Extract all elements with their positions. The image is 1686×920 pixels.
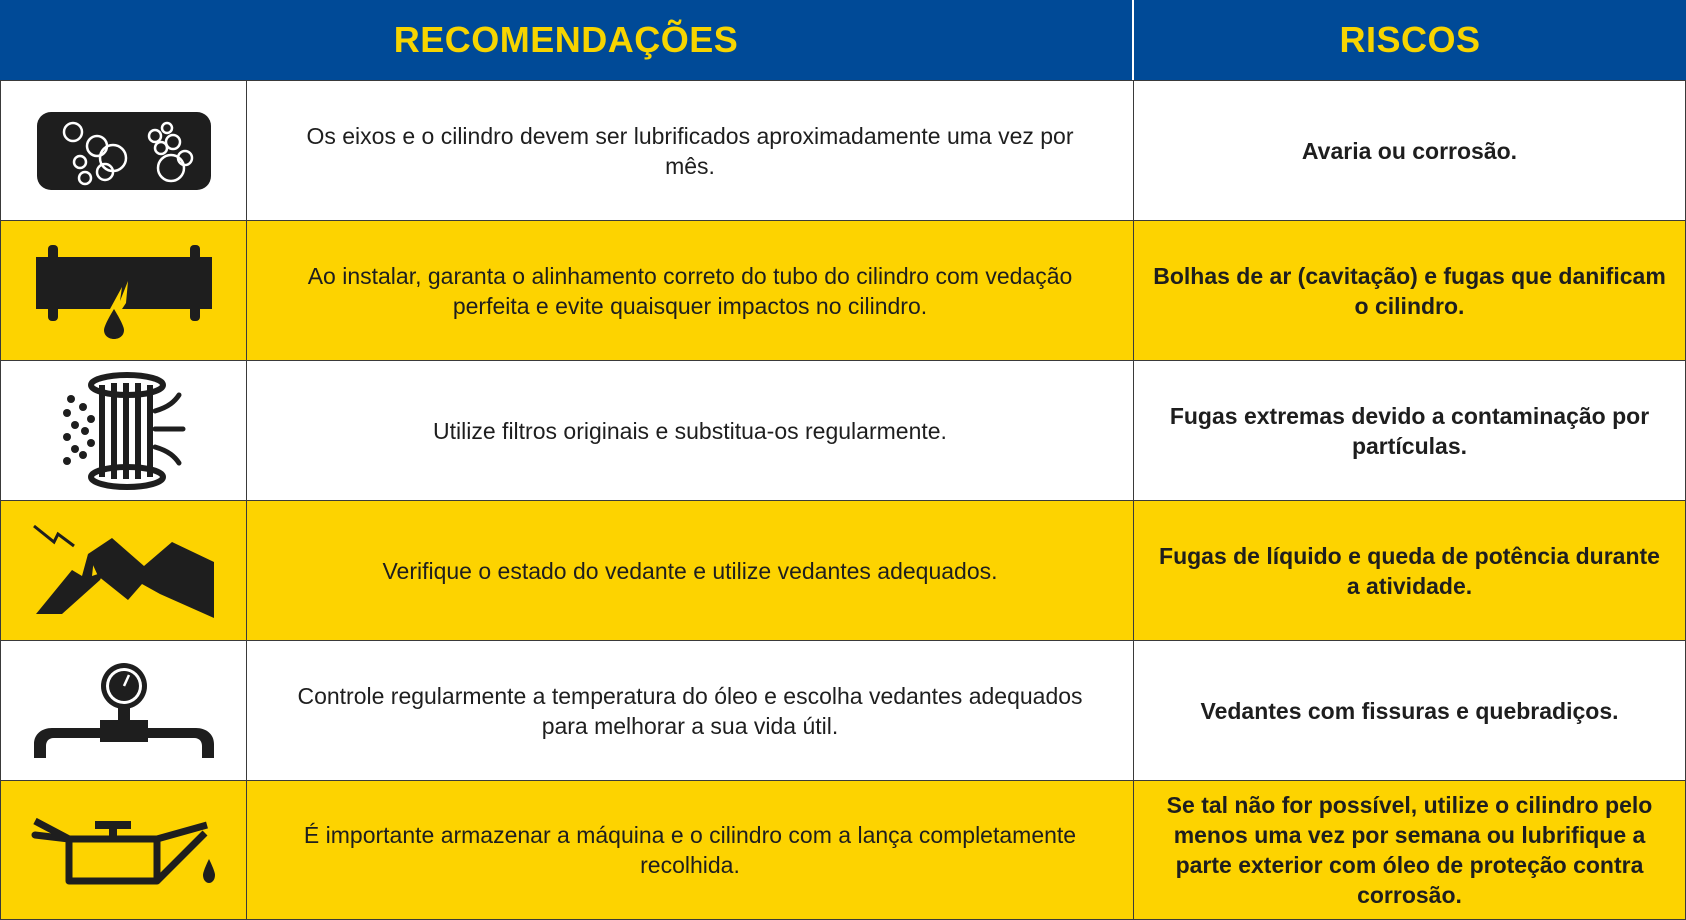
- risk-cell: Vedantes com fissuras e quebradiços.: [1134, 640, 1686, 780]
- risk-cell: Bolhas de ar (cavitação) e fugas que danificam o cilindro.: [1134, 220, 1686, 360]
- recommendation-cell: Os eixos e o cilindro devem ser lubrificados aproximadamente uma vez por mês.: [247, 80, 1134, 220]
- bubbles-icon: [35, 110, 213, 192]
- recommendation-cell: É importante armazenar a máquina e o cilindro com a lança completamente recolhida.: [247, 780, 1134, 920]
- leaking-pipe-icon: [32, 243, 216, 339]
- table-row-icon-cell: [0, 360, 247, 500]
- table-row-icon-cell: [0, 500, 247, 640]
- table-row-icon-cell: [0, 780, 247, 920]
- oil-can-icon: [29, 809, 219, 891]
- risk-cell: Se tal não for possível, utilize o cilindro pelo menos uma vez por semana ou lubrifique a parte exterior com óleo de proteção contra corrosão.: [1134, 780, 1686, 920]
- risk-cell: Fugas extremas devido a contaminação por partículas.: [1134, 360, 1686, 500]
- risk-cell: Fugas de líquido e queda de potência durante a atividade.: [1134, 500, 1686, 640]
- table-row-icon-cell: [0, 80, 247, 220]
- cracked-seal-icon: [32, 524, 216, 618]
- recommendation-cell: Controle regularmente a temperatura do óleo e escolha vedantes adequados para melhorar a sua vida útil.: [247, 640, 1134, 780]
- recommendation-cell: Utilize filtros originais e substitua-os regularmente.: [247, 360, 1134, 500]
- filter-icon: [61, 371, 187, 491]
- risks-header: RISCOS: [1134, 0, 1686, 80]
- recommendation-cell: Ao instalar, garanta o alinhamento correto do tubo do cilindro com vedação perfeita e evite quaisquer impactos no cilindro.: [247, 220, 1134, 360]
- risk-cell: Avaria ou corrosão.: [1134, 80, 1686, 220]
- table-row-icon-cell: [0, 220, 247, 360]
- recommendation-cell: Verifique o estado do vedante e utilize vedantes adequados.: [247, 500, 1134, 640]
- pressure-gauge-icon: [32, 662, 216, 760]
- recommendations-header: RECOMENDAÇÕES: [0, 0, 1134, 80]
- table-row-icon-cell: [0, 640, 247, 780]
